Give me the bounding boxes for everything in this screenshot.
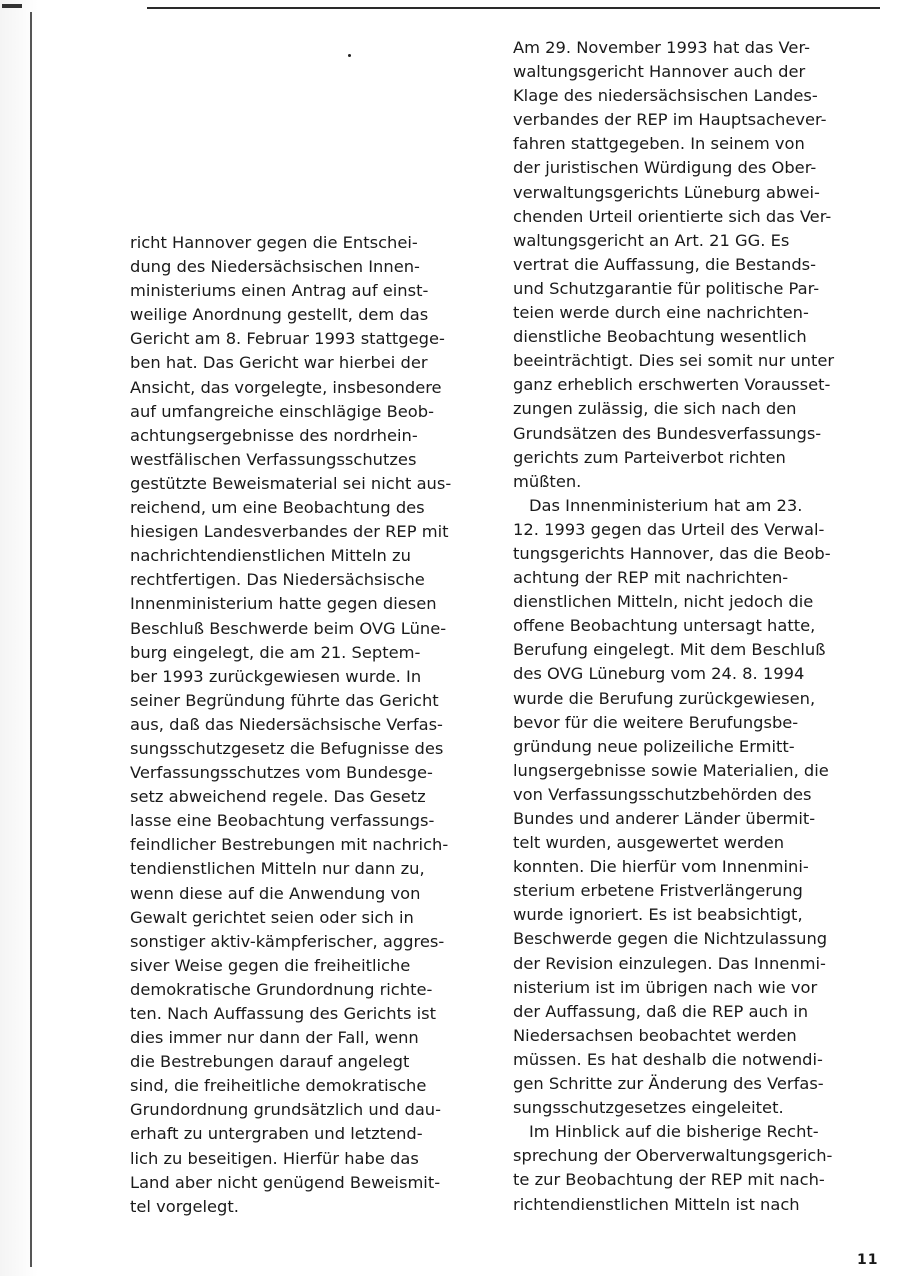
text-line: erhaft zu untergraben und letztend- xyxy=(130,1124,423,1144)
text-line: Grundsätzen des Bundesverfassungs- xyxy=(513,423,822,443)
scan-left-edge xyxy=(0,0,38,1276)
text-line: setz abweichend regele. Das Gesetz xyxy=(130,787,426,807)
text-line: nisterium ist im übrigen nach wie vor xyxy=(513,977,818,997)
text-line: müßten. xyxy=(513,471,582,491)
text-line: gründung neue polizeiliche Ermitt- xyxy=(513,736,795,756)
text-line: lich zu beseitigen. Hierfür habe das xyxy=(130,1148,419,1168)
text-line: auf umfangreiche einschlägige Beob- xyxy=(130,401,434,421)
text-line: Am 29. November 1993 hat das Ver- xyxy=(513,38,810,57)
text-line: bevor für die weitere Berufungsbe- xyxy=(513,712,799,732)
text-line: wurde die Berufung zurückgewiesen, xyxy=(513,688,816,708)
text-line: tendienstlichen Mitteln nur dann zu, xyxy=(130,859,425,879)
text-line: Ansicht, das vorgelegte, insbesondere xyxy=(130,377,442,397)
text-line: sind, die freiheitliche demokratische xyxy=(130,1076,427,1096)
right-text-column xyxy=(513,36,834,1217)
text-line: Gewalt gerichtet seien oder sich in xyxy=(130,907,414,927)
text-line: dienstlichen Mitteln, nicht jedoch die xyxy=(513,592,814,612)
paragraph-start-line: Das Innenministerium hat am 23. xyxy=(529,495,803,515)
text-line: der juristischen Würdigung des Ober- xyxy=(513,158,817,178)
text-line: verbandes der REP im Hauptsachever- xyxy=(513,110,827,130)
text-line: achtung der REP mit nachrichten- xyxy=(513,568,789,588)
text-line: teien werde durch eine nachrichten- xyxy=(513,303,809,323)
text-line: von Verfassungsschutzbehörden des xyxy=(513,784,812,804)
text-line: offene Beobachtung untersagt hatte, xyxy=(513,616,816,636)
text-line: feindlicher Bestrebungen mit nachrich- xyxy=(130,835,449,855)
text-line: weilige Anordnung gestellt, dem das xyxy=(130,305,429,325)
text-line: sterium erbetene Fristverlängerung xyxy=(513,881,803,901)
text-line: beeinträchtigt. Dies sei somit nur unter xyxy=(513,351,835,371)
text-line: richtendienstlichen Mitteln ist nach xyxy=(513,1194,800,1214)
text-line: ben hat. Das Gericht war hierbei der xyxy=(130,353,428,373)
text-line: siver Weise gegen die freiheitliche xyxy=(130,955,411,975)
text-line: vertrat die Auffassung, die Bestands- xyxy=(513,254,817,274)
text-line: waltungsgericht an Art. 21 GG. Es xyxy=(513,230,790,250)
scan-corner-mark xyxy=(2,4,22,8)
text-line: gen Schritte zur Änderung des Verfas- xyxy=(513,1074,824,1094)
text-line: und Schutzgarantie für politische Par- xyxy=(513,278,820,298)
text-line: Beschwerde gegen die Nichtzulassung xyxy=(513,929,828,949)
text-line: ten. Nach Auffassung des Gerichts ist xyxy=(130,1004,436,1023)
text-line: sonstiger aktiv-kämpferischer, aggres- xyxy=(130,931,445,951)
text-line: zungen zulässig, die sich nach den xyxy=(513,399,797,419)
text-line: ganz erheblich erschwerten Vorausset- xyxy=(513,375,831,395)
text-line: nachrichtendienstlichen Mitteln zu xyxy=(130,546,411,566)
text-line: Grundordnung grundsätzlich und dau- xyxy=(130,1100,441,1120)
text-line: sungsschutzgesetzes eingeleitet. xyxy=(513,1098,784,1118)
text-line: dies immer nur dann der Fall, wenn xyxy=(130,1028,419,1048)
text-line: der Revision einzulegen. Das Innenmi- xyxy=(513,953,826,973)
text-line: dung des Niedersächsischen Innen- xyxy=(130,257,420,277)
text-line: die Bestrebungen darauf angelegt xyxy=(130,1052,410,1072)
text-line: burg eingelegt, die am 21. Septem- xyxy=(130,642,421,662)
text-line: gestützte Beweismaterial sei nicht aus- xyxy=(130,473,452,493)
text-line: Berufung eingelegt. Mit dem Beschluß xyxy=(513,640,826,660)
paragraph-start-line: Im Hinblick auf die bisherige Recht- xyxy=(529,1122,819,1142)
text-line: tel vorgelegt. xyxy=(130,1196,239,1216)
top-rule xyxy=(147,7,880,9)
text-line: konnten. Die hierfür vom Innenmini- xyxy=(513,857,809,877)
text-line: waltungsgericht Hannover auch der xyxy=(513,62,806,82)
left-text-column xyxy=(130,231,451,1219)
text-line: Niedersachsen beobachtet werden xyxy=(513,1025,797,1045)
text-line: reichend, um eine Beobachtung des xyxy=(130,498,425,518)
text-line: sungsschutzgesetz die Befugnisse des xyxy=(130,738,444,758)
text-line: der Auffassung, daß die REP auch in xyxy=(513,1001,809,1021)
text-line: wenn diese auf die Anwendung von xyxy=(130,883,421,903)
text-line: westfälischen Verfassungsschutzes xyxy=(130,449,417,469)
text-line: lasse eine Beobachtung verfassungs- xyxy=(130,811,435,831)
text-line: hiesigen Landesverbandes der REP mit xyxy=(130,522,449,542)
scan-speck xyxy=(348,54,351,57)
text-line: te zur Beobachtung der REP mit nach- xyxy=(513,1170,825,1190)
text-line: ministeriums einen Antrag auf einst- xyxy=(130,281,429,301)
text-line: dienstliche Beobachtung wesentlich xyxy=(513,327,807,347)
text-line: aus, daß das Niedersächsische Verfas- xyxy=(130,714,443,734)
page-number: 11 xyxy=(857,1252,879,1268)
text-line: Beschluß Beschwerde beim OVG Lüne- xyxy=(130,618,447,638)
text-line: 12. 1993 gegen das Urteil des Verwal- xyxy=(513,519,825,539)
scan-binding-line xyxy=(30,12,32,1267)
text-line: demokratische Grundordnung richte- xyxy=(130,979,433,999)
text-line: gerichts zum Parteiverbot richten xyxy=(513,447,786,467)
text-line: rechtfertigen. Das Niedersächsische xyxy=(130,570,425,590)
text-line: seiner Begründung führte das Gericht xyxy=(130,690,439,710)
text-line: Bundes und anderer Länder übermit- xyxy=(513,809,816,828)
text-line: sprechung der Oberverwaltungsgerich- xyxy=(513,1146,833,1166)
text-line: achtungsergebnisse des nordrhein- xyxy=(130,425,418,445)
text-line: richt Hannover gegen die Entschei- xyxy=(130,233,418,252)
text-line: chenden Urteil orientierte sich das Ver- xyxy=(513,206,832,226)
text-line: wurde ignoriert. Es ist beabsichtigt, xyxy=(513,905,803,925)
text-line: verwaltungsgerichts Lüneburg abwei- xyxy=(513,182,820,202)
text-line: Gericht am 8. Februar 1993 stattgege- xyxy=(130,329,445,349)
text-line: müssen. Es hat deshalb die notwendi- xyxy=(513,1049,823,1069)
text-line: des OVG Lüneburg vom 24. 8. 1994 xyxy=(513,664,805,684)
text-line: fahren stattgegeben. In seinem von xyxy=(513,134,805,154)
text-line: Klage des niedersächsischen Landes- xyxy=(513,86,818,106)
text-line: lungsergebnisse sowie Materialien, die xyxy=(513,760,829,780)
text-line: Verfassungsschutzes vom Bundesge- xyxy=(130,763,433,783)
text-line: Land aber nicht genügend Beweismit- xyxy=(130,1172,441,1192)
text-line: Innenministerium hatte gegen diesen xyxy=(130,594,437,614)
text-line: ber 1993 zurückgewiesen wurde. In xyxy=(130,666,422,686)
text-line: telt wurden, ausgewertet werden xyxy=(513,833,785,853)
text-line: tungsgerichts Hannover, das die Beob- xyxy=(513,543,831,563)
